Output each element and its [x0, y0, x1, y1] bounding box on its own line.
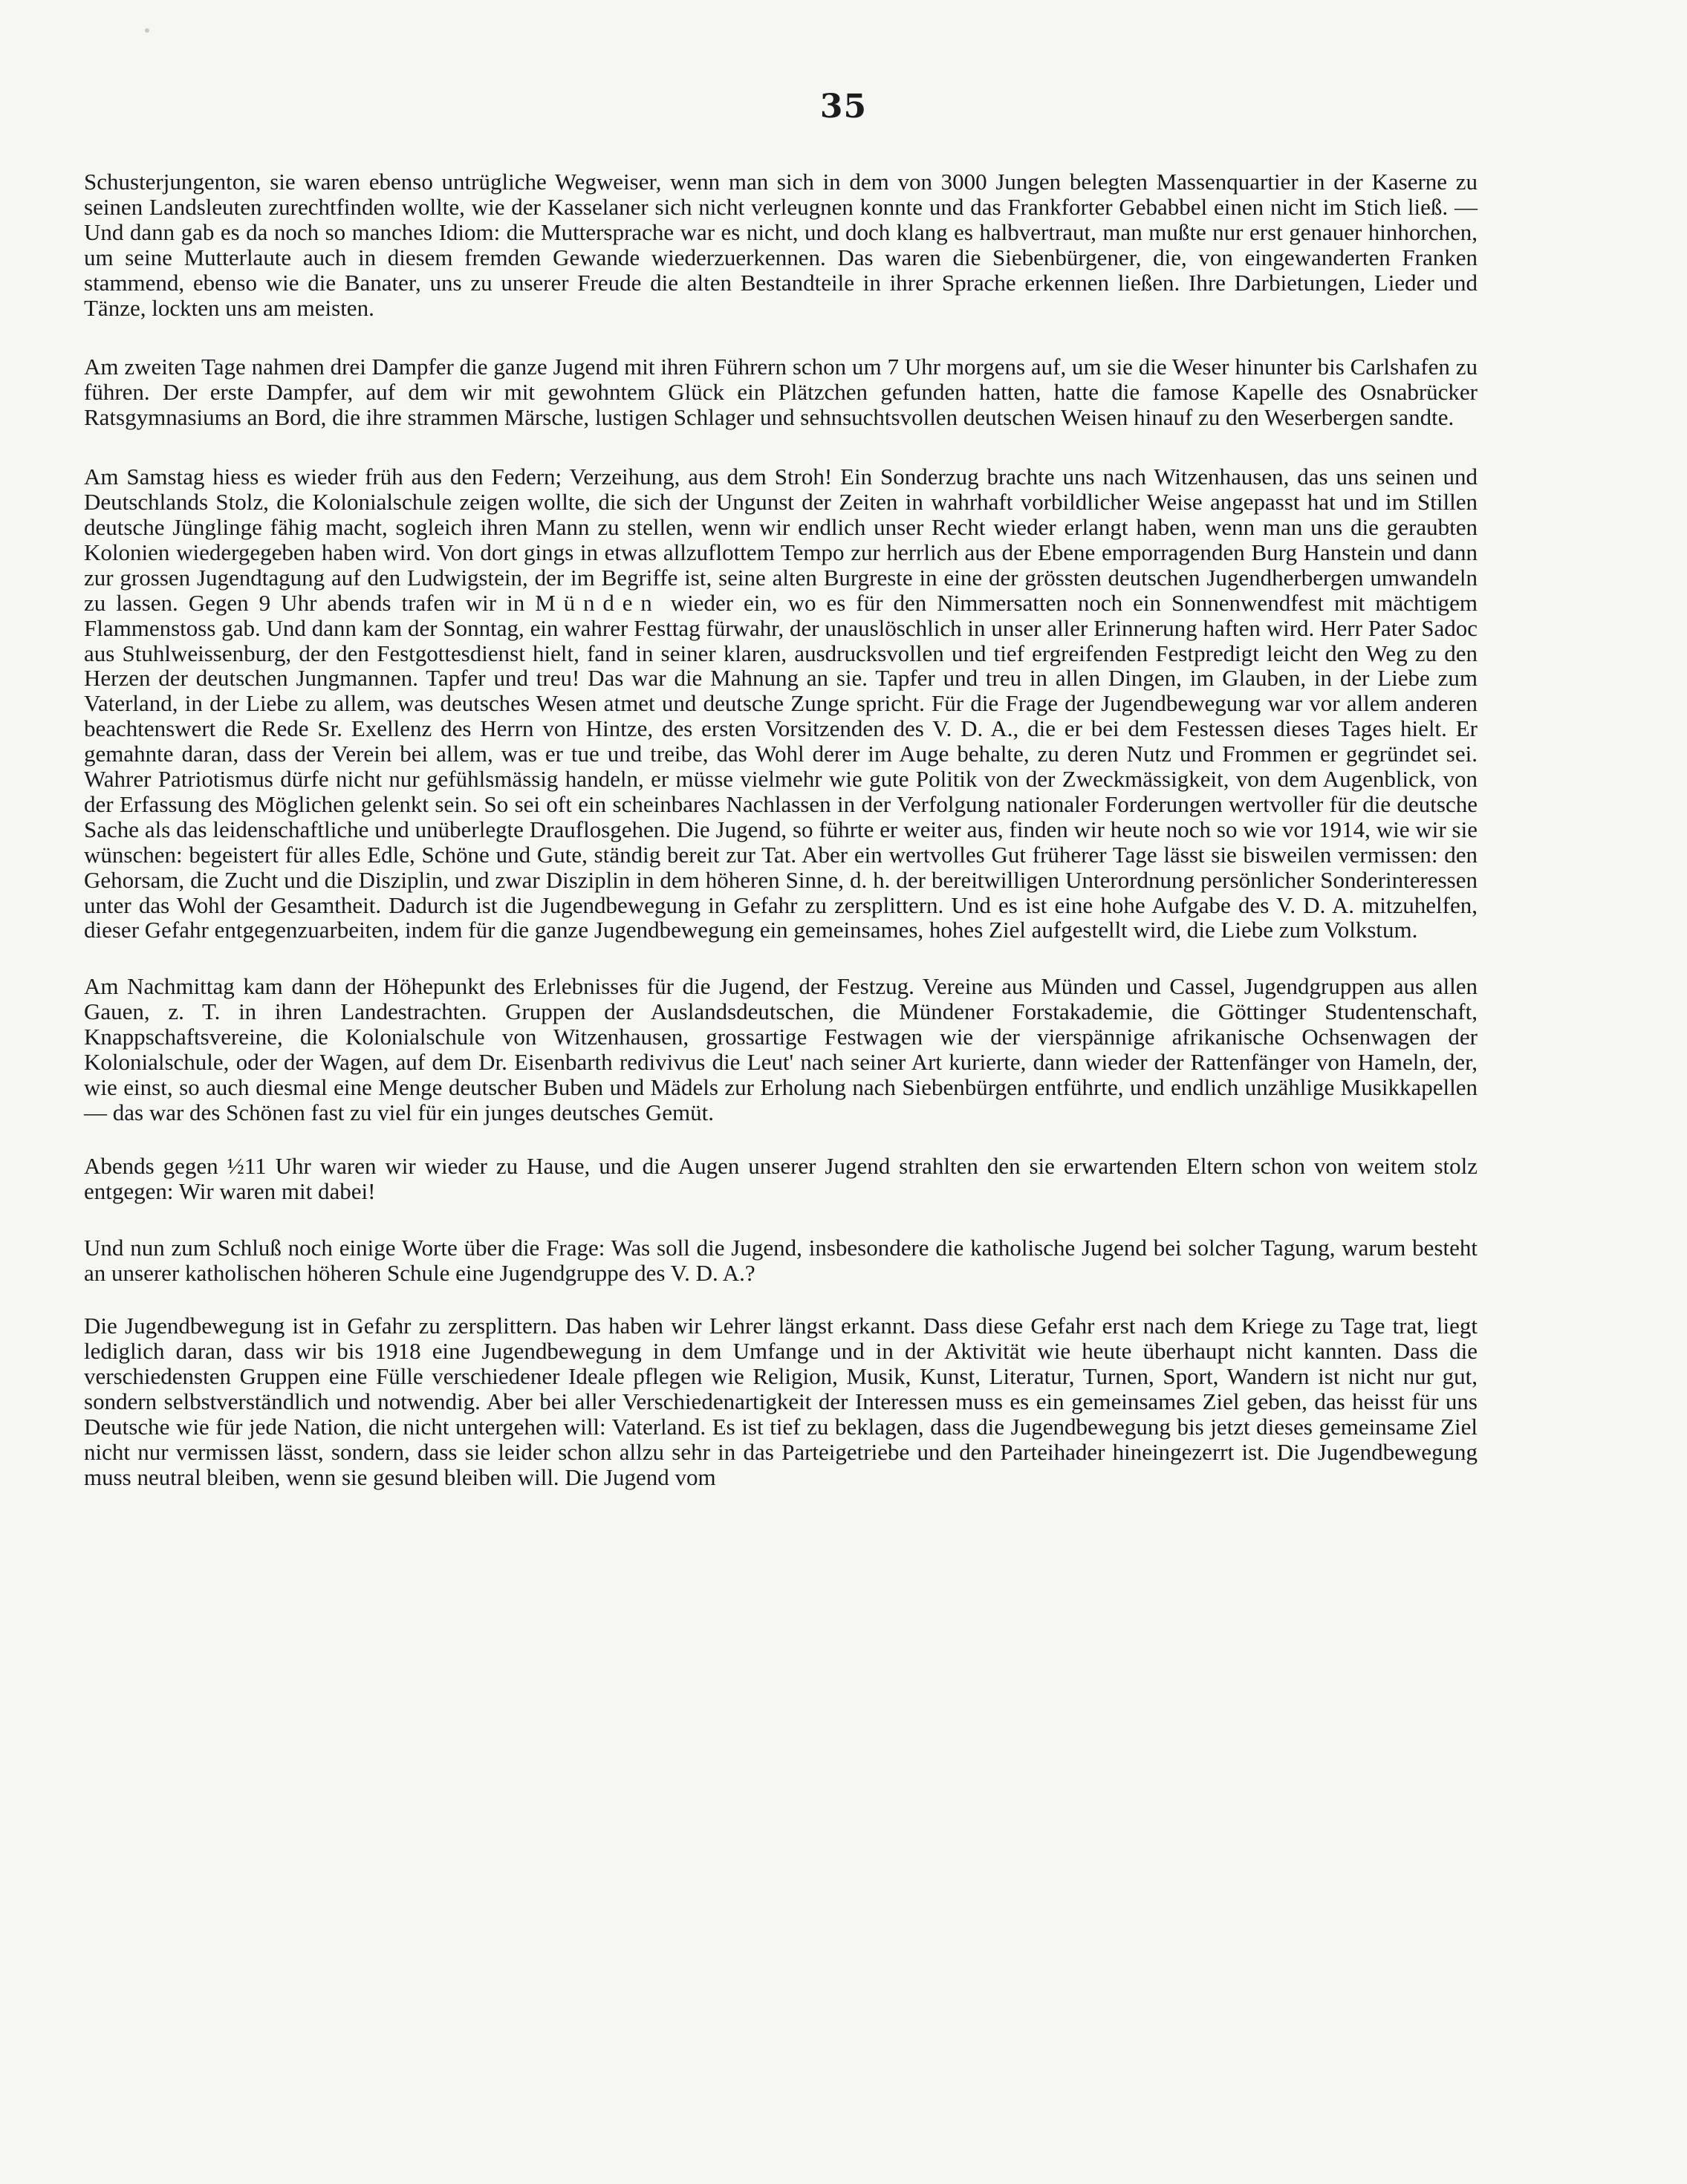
paragraph-3-part-1: Am Samstag hiess es wieder früh aus den Federn; Verzeihung, aus dem Stroh! Ein Sonderzug brachte uns nach Witzenhausen, das uns seinen und Deutschlands Stolz, die Kolonialschule zeigen wollte, die sich der Ungunst der Zeiten in wahrhaft vorbildlicher Weise angepasst hat und im Stillen deutsche Jünglinge fähig macht, sogleich ihren Mann zu stellen, wenn wir endlich unser Recht wieder erlangt haben, wenn man uns die geraubten Kolonien wiedergegeben haben wird. Von dort gings in etwas allzuflottem Tempo zur herrlich aus der Ebene emporragenden Burg Hanstein und dann zur grossen Jugendtagung auf den Ludwigstein, der im Begriffe ist, seine alten Burgreste in eine der grössten deutschen Jugendherbergen umwandeln zu lassen. Gegen 9 Uhr abends trafen wir in — [84, 464, 1478, 616]
paragraph-2: Am zweiten Tage nahmen drei Dampfer die ganze Jugend mit ihren Führern schon um 7 Uhr morgens auf, um sie die Weser hinunter bis Carlshafen zu führen. Der erste Dampfer, auf dem wir mit gewohntem Glück ein Plätzchen gefunden hatten, hatte die famose Kapelle des Osnabrücker Ratsgymnasiums an Bord, die ihre strammen Märsche, lustigen Schlager und sehnsuchtsvollen deutschen Weisen hinauf zu den Weserbergen sandte. — [84, 354, 1478, 431]
paragraph-4: Am Nachmittag kam dann der Höhepunkt des Erlebnisses für die Jugend, der Festzug. Vereine aus Münden und Cassel, Jugendgruppen aus allen Gauen, z. T. in ihren Landestrachten. Gruppen der Auslandsdeutschen, die Mündener Forstakademie, die Göttinger Studentenschaft, Knappschaftsvereine, die Kolonialschule von Witzenhausen, grossartige Festwagen wie der vierspännige afrikanische Ochsenwagen der Kolonialschule, oder der Wagen, auf dem Dr. Eisenbarth redivivus die Leut' nach seiner Art kurierte, dann wieder der Rattenfänger von Hameln, der, wie einst, so auch diesmal eine Menge deutscher Buben und Mädels zur Erholung nach Siebenbürgen entführte, und endlich unzählige Musikkapellen — das war des Schönen fast zu viel für ein junges deutsches Gemüt. — [84, 973, 1478, 1125]
paragraph-3 — [84, 464, 1478, 943]
scan-speck — [145, 28, 149, 33]
page-number: 35 — [819, 88, 868, 126]
paragraph-6: Und nun zum Schluß noch einige Worte über die Frage: Was soll die Jugend, insbesondere die katholische Jugend bei solcher Tagung, warum besteht an unserer katholischen höheren Schule eine Jugendgruppe des V. D. A.? — [84, 1234, 1478, 1286]
paragraph-5: Abends gegen ½11 Uhr waren wir wieder zu Hause, und die Augen unserer Jugend strahlten den sie erwartenden Eltern schon von weitem stolz entgegen: Wir waren mit dabei! — [84, 1152, 1478, 1204]
paragraph-3-part-2: wieder ein, wo es für den Nimmersatten noch ein Sonnenwendfest mit mächtigem Flammenstoss gab. Und dann kam der Sonntag, ein wahrer Festtag fürwahr, der unauslöschlich in unser aller Erinnerung haften wird. Herr Pater Sadoc aus Stuhlweissenburg, der den Festgottesdienst hielt, fand in seiner klaren, ausdrucksvollen und tief ergreifenden Festpredigt leicht den Weg zu den Herzen der deutschen Jungmannen. Tapfer und treu! Das war die Mahnung an sie. Tapfer und treu in allen Dingen, im Glauben, in der Liebe zum Vaterland, in der Liebe zu allem, was deutsches Wesen atmet und deutsche Zunge spricht. Für die Frage der Jugendbewegung war vor allem anderen beachtenswert die Rede Sr. Exellenz des Herrn von Hintze, des ersten Vorsitzenden des V. D. A., die er bei dem Festessen dieses Tages hielt. Er gemahnte daran, dass der Verein bei allem, was er tue und treibe, das Wohl derer im Auge behalte, zu deren Nutz und Frommen er gegründet sei. Wahrer Patriotismus dürfe nicht nur gefühlsmässig handeln, er müsse vielmehr wie gute Politik von der Zweckmässigkeit, von dem Augenblick, von der Erfassung des Möglichen gelenkt sein. So sei oft ein scheinbares Nachlassen in der Verfolgung nationaler Forderungen wertvoller für die deutsche Sache als das leidenschaftliche und unüberlegte Drauflosgehen. Die Jugend, so führte er weiter aus, finden wir heute noch so wie vor 1914, wie wir sie wünschen: begeistert für alles Edle, Schöne und Gute, ständig bereit zur Tat. Aber ein wertvolles Gut früherer Tage lässt sie bisweilen vermissen: den Gehorsam, die Zucht und die Disziplin, und zwar Disziplin in dem höheren Sinne, d. h. der bereitwilligen Unterordnung persönlicher Sonderinteressen unter das Wohl der Gesamtheit. Dadurch ist die Jugendbewegung in Gefahr zu zersplittern. Und es ist eine hohe Aufgabe des V. D. A. mitzuhelfen, dieser Gefahr entgegenzuarbeiten, indem für die ganze Jugendbewegung ein gemeinsames, hohes Ziel aufgestellt wird, die Liebe zum Volkstum. — [84, 589, 1478, 943]
paragraph-7: Die Jugendbewegung ist in Gefahr zu zersplittern. Das haben wir Lehrer längst erkannt. Dass diese Gefahr erst nach dem Kriege zu Tage trat, liegt lediglich daran, dass wir bis 1918 eine Jugendbewegung in dem Umfange und in der Aktivität wie heute überhaupt nicht kannten. Dass die verschiedensten Gruppen eine Fülle verschiedener Ideale pflegen wie Religion, Musik, Kunst, Literatur, Turnen, Sport, Wandern ist nicht nur gut, sondern selbstverständlich und notwendig. Aber bei aller Verschiedenartigkeit der Interessen muss es ein gemeinsames Ziel geben, das heisst für uns Deutsche wie für jede Nation, die nicht untergehen will: Vaterland. Es ist tief zu beklagen, dass die Jugendbewegung bis jetzt dieses gemeinsame Ziel nicht nur vermissen lässt, sondern, dass sie leider schon allzu sehr in das Parteigetriebe und den Parteihader hineingezerrt ist. Die Jugendbewegung muss neutral bleiben, wenn sie gesund bleiben will. Die Jugend vom — [84, 1313, 1478, 1490]
body-text — [84, 169, 1478, 1490]
paragraph-3-emphasis: Münden — [535, 589, 660, 616]
paragraph-1: Schusterjungenton, sie waren ebenso untrügliche Wegweiser, wenn man sich in dem von 3000 Jungen belegten Massenquartier in der Kaserne zu seinen Landsleuten zurechtfinden wollte, wie der Kasselaner sich nicht verleugnen konnte und das Frankforter Gebabbel einen nicht im Stich ließ. — Und dann gab es da noch so manches Idiom: die Muttersprache war es nicht, und doch klang es halbvertraut, man mußte nur erst genauer hinhorchen, um seine Mutterlaute auch in diesem fremden Gewande wiederzuerkennen. Das waren die Siebenbürgener, die, von eingewanderten Franken stammend, ebenso wie die Banater, uns zu unserer Freude die alten Bestandteile in ihrer Sprache erkennen ließen. Ihre Darbietungen, Lieder und Tänze, lockten uns am meisten. — [84, 169, 1478, 321]
